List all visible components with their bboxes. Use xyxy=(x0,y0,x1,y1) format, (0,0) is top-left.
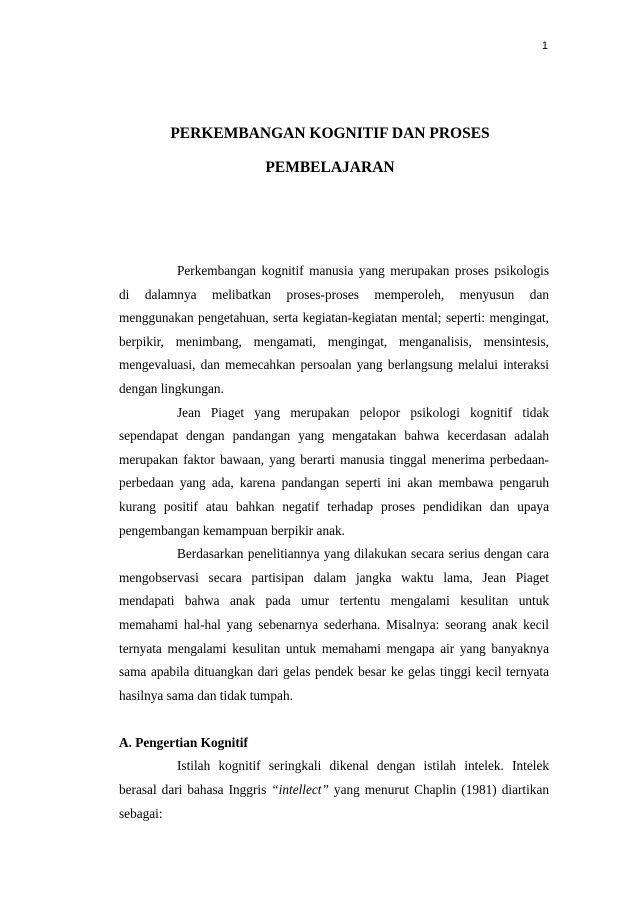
title-line-1: PERKEMBANGAN KOGNITIF DAN PROSES xyxy=(170,125,490,142)
paragraph-1: Perkembangan kognitif manusia yang merupakan proses psikologis di dalamnya melibatkan proses-proses memperoleh, menyusun dan menggunakan pengetahuan, serta kegiatan-kegiatan mental; seperti: mengingat, berpikir, menimbang, mengamati, mengingat, menganalisis, mensintesis, mengevaluasi, dan memecahkan persoalan yang berlangsung melalui interaksi dengan lingkungan. xyxy=(119,263,549,396)
paragraph-2: Jean Piaget yang merupakan pelopor psikologi kognitif tidak sependapat dengan pandangan yang mengatakan bahwa kecerdasan adalah merupakan faktor bawaan, yang berarti manusia tinggal menerima perbedaan-perbedaan yang ada, karena pandangan seperti ini akan membawa pengaruh kurang positif atau bahkan negatif terhadap proses pendidikan dan upaya pengembangan kemampuan berpikir anak. xyxy=(119,404,549,538)
section-a-text-after: yang menurut Chaplin (1981) diartikan sebagai: xyxy=(119,782,549,821)
title-line-2: PEMBELAJARAN xyxy=(265,159,395,176)
document-title xyxy=(110,117,550,185)
body-text xyxy=(119,259,549,825)
intellect-term: “intellect” xyxy=(271,782,329,798)
section-heading: A. Pengertian Kognitif xyxy=(119,734,248,750)
section-a-paragraph xyxy=(119,754,549,825)
paragraph-3: Berdasarkan penelitiannya yang dilakukan secara serius dengan cara mengobservasi secara partisipan dalam jangka waktu lama, Jean Piaget mendapati bahwa anak pada umur tertentu mengalami kesulitan untuk memahami hal-hal yang sebenarnya sederhana. Misalnya: seorang anak kecil ternyata mengalami kesulitan untuk memahami mengapa air yang banyaknya sama apabila dituangkan dari gelas pendek besar ke gelas tinggi kecil ternyata hasilnya sama dan tidak tumpah. xyxy=(119,546,549,703)
page-number: 1 xyxy=(541,40,548,52)
section-a-text-before: Istilah kognitif seringkali dikenal dengan istilah intelek. Intelek berasal dari bahasa Inggris xyxy=(119,758,549,798)
